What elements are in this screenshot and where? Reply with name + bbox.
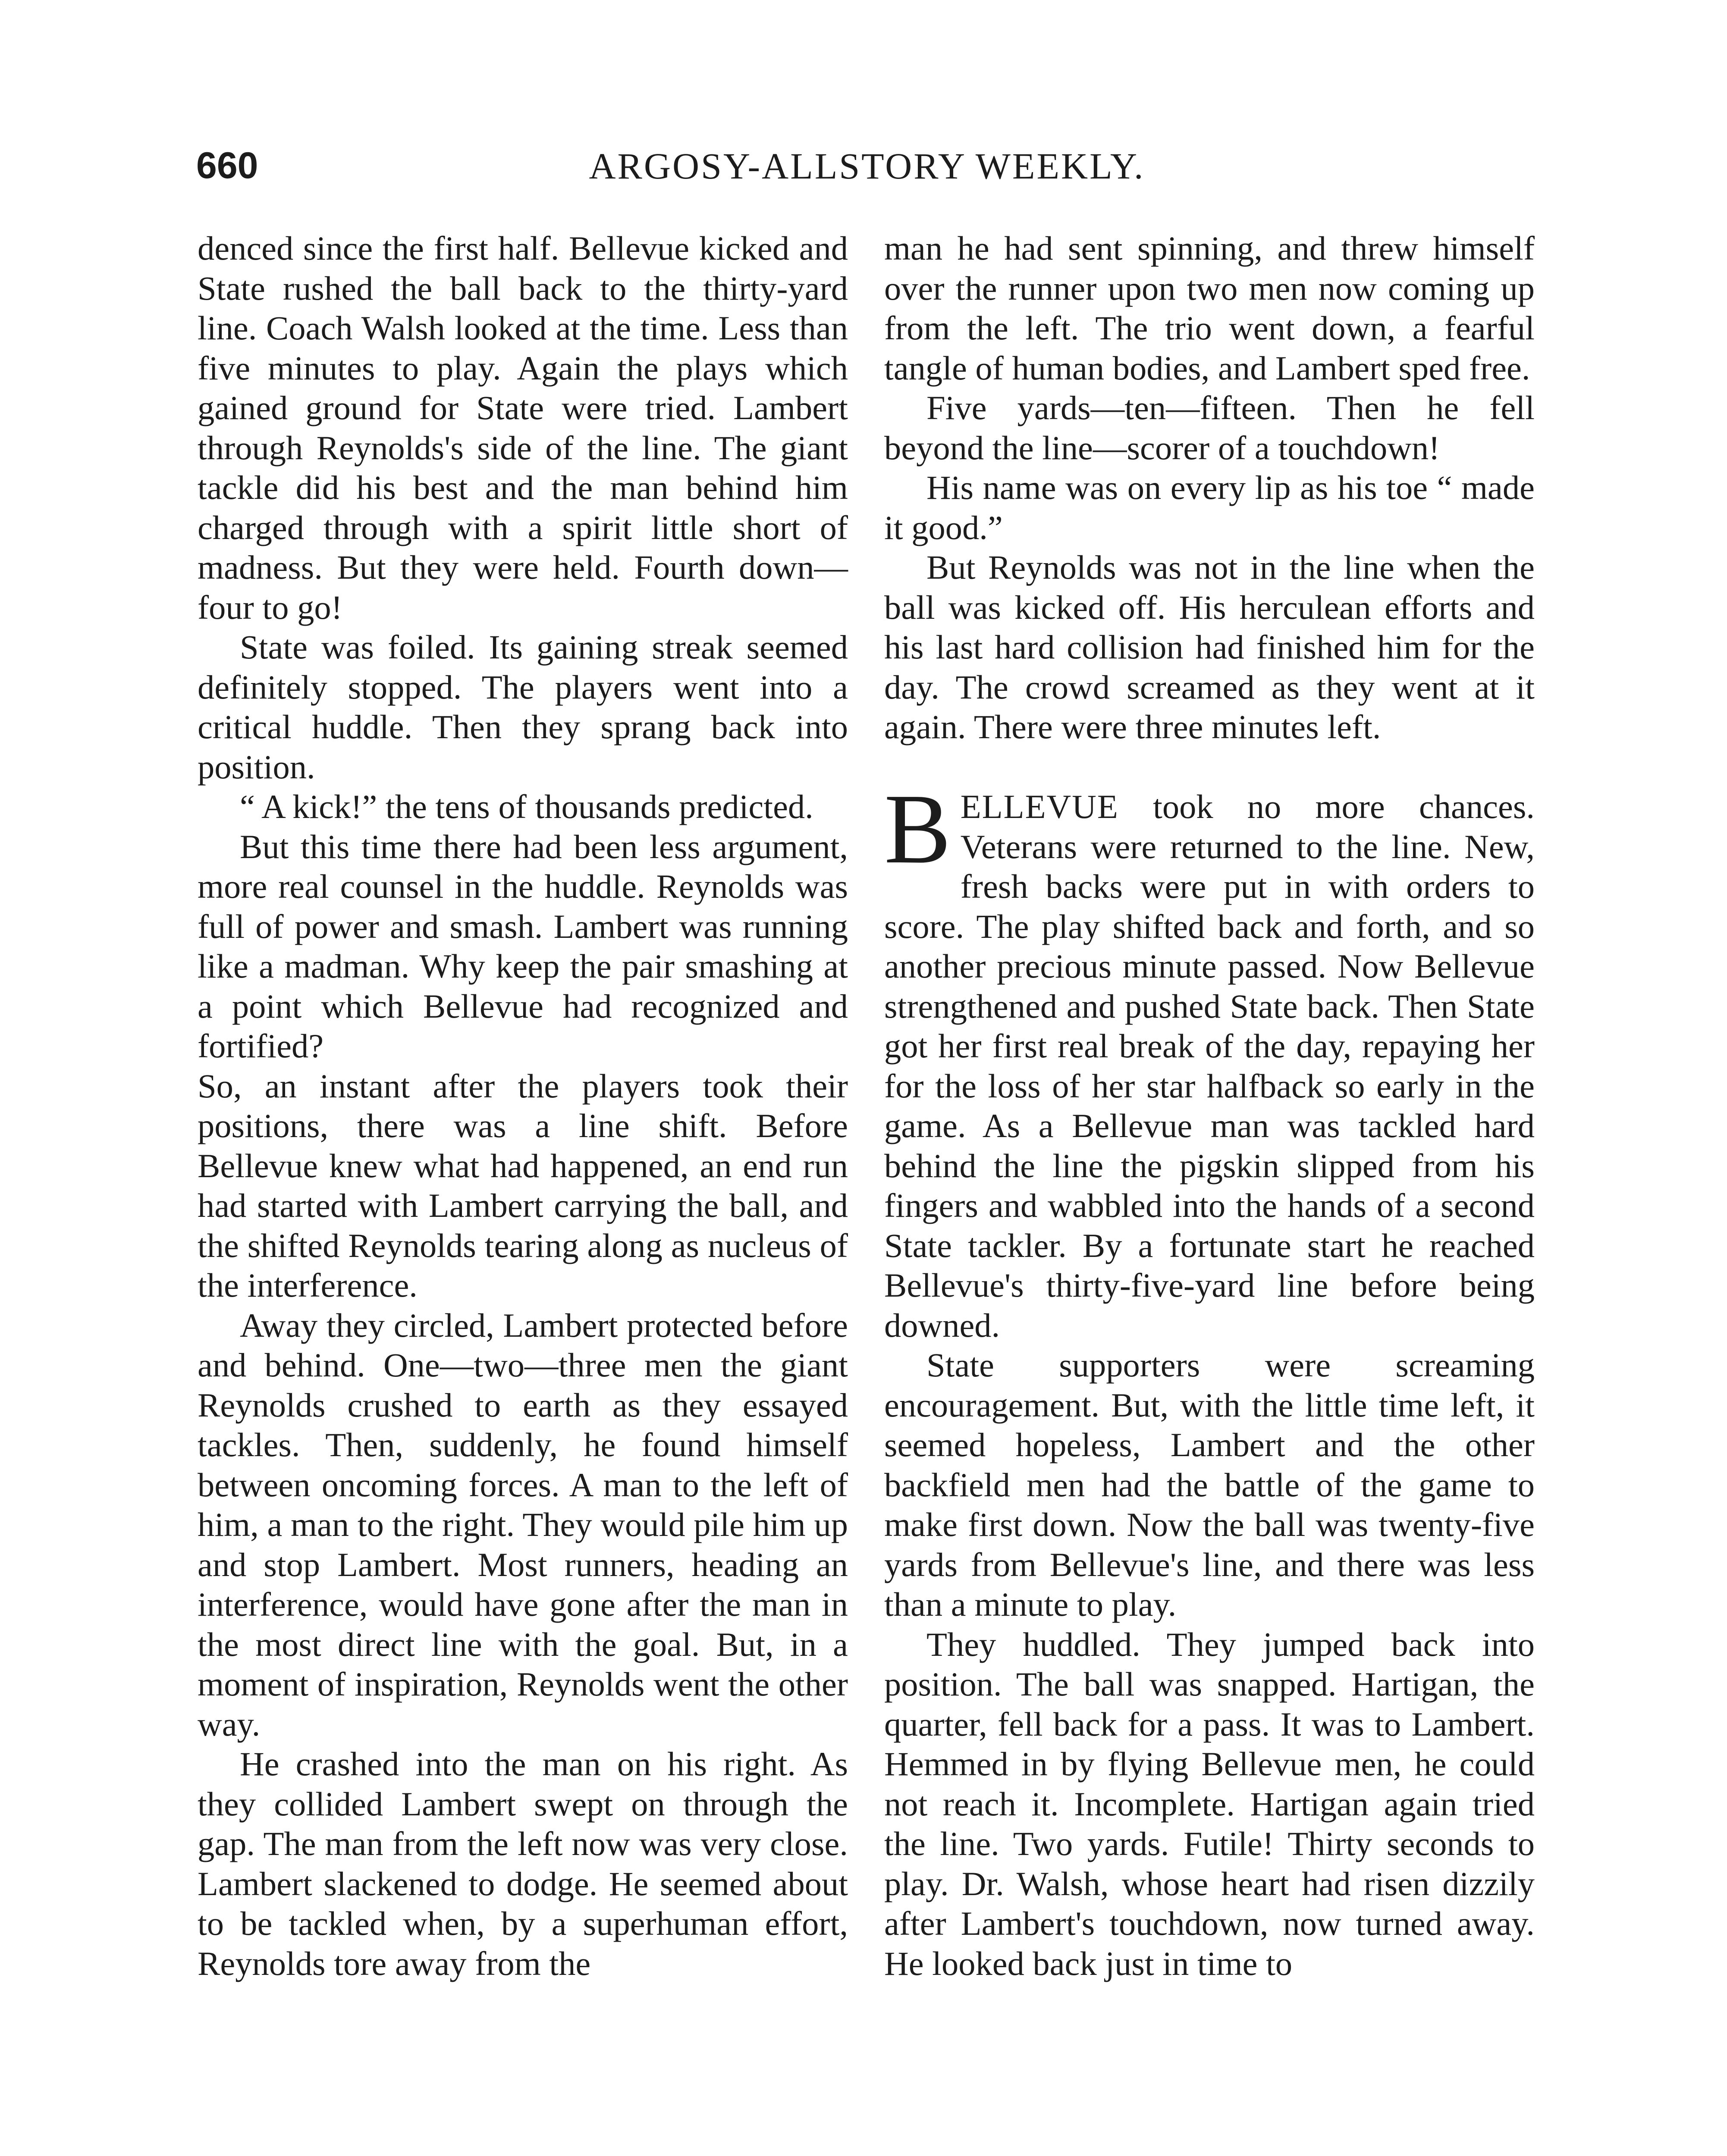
paragraph: But this time there had been less argument, more real counsel in the huddle. Reynolds was full of power and smash. Lambert was running like a madman. Why keep the pair smashing at a point which Bellevue had recognized and fortified? [198,827,848,1065]
page-header [196,144,1538,205]
page-number: 660 [196,145,258,186]
dropcap-smallcaps: ELLEVUE [960,788,1119,825]
paragraph: “ A kick!” the tens of thousands predicted. [240,788,813,825]
paragraph: State was foiled. Its gaining streak seemed definitely stopped. The players went into a critical huddle. Then they sprang back into position. [198,628,848,786]
paragraph: They huddled. They jumped back into position. The ball was snapped. Hartigan, the quarter, fell back for a pass. It was to Lambert. Hemmed in by flying Bellevue men, he could not reach it. Incomplete. Hartigan again tried the line. Two yards. Futile! Thirty seconds to play. Dr. Walsh, whose heart had risen dizzily after Lambert's touchdown, now turned away. He looked back just in time to [884,1625,1535,1982]
dropcap-rest: took no more chances. Veterans were returned to the line. New, fresh backs were put in with orders to score. The play shifted back and forth, and so another precious minute passed. Now Bellevue strengthened and pushed State back. Then State got her first real break of the day, repaying her for the loss of her star halfback so early in the game. As a Bellevue man was tackled hard behind the line the pigskin slipped from his fingers and wabbled into the hands of a second State tackler. By a fortunate start he reached Bellevue's thirty-five-yard line before being downed. [884,788,1535,1344]
paragraph: So, an instant after the players took their positions, there was a line shift. Before Bellevue knew what had happened, an end run had started with Lambert carrying the ball, and the shifted Reynolds tearing along as nucleus of the interference. [198,1067,848,1304]
paragraph: He crashed into the man on his right. As they collided Lambert swept on through the gap. The man from the left now was very close. Lambert slackened to dodge. He seemed about to be tackled when, by a superhuman effort, Reynolds tore away from the [198,1745,848,1982]
paragraph: Five yards—ten—fifteen. Then he fell beyond the line—scorer of a touchdown! [884,389,1535,467]
section-break [884,747,1535,787]
drop-cap: B [884,774,951,884]
paragraph: His name was on every lip as his toe “ made it good.” [884,469,1535,546]
paragraph: man he had sent spinning, and threw himself over the runner upon two men now coming up from the left. The trio went down, a fearful tangle of human bodies, and Lambert sped free. [884,229,1535,387]
paragraph: denced since the first half. Bellevue kicked and State rushed the ball back to the thirty-yard line. Coach Walsh looked at the time. Less than five minutes to play. Again the plays which gained ground for State were tried. Lambert through Reynolds's side of the line. The giant tackle did his best and the man behind him charged through with a spirit little short of madness. But they were held. Fourth down—four to go! [198,229,848,626]
paragraph: But Reynolds was not in the line when the ball was kicked off. His herculean efforts and his last hard collision had finished him for the day. The crowd screamed as they went at it again. There were three minutes left. [884,548,1535,746]
paragraph: Away they circled, Lambert protected before and behind. One—two—three men the giant Reynolds crushed to earth as they essayed tackles. Then, suddenly, he found himself between oncoming forces. A man to the left of him, a man to the right. They would pile him up and stop Lambert. Most runners, heading an interference, would have gone after the man in the most direct line with the goal. But, in a moment of inspiration, Reynolds went the other way. [198,1306,848,1743]
running-title: ARGOSY-ALLSTORY WEEKLY. [589,145,1145,187]
right-column [884,229,1535,1984]
dropcap-paragraph [884,774,1535,1345]
left-column [198,229,848,1984]
paragraph: State supporters were screaming encouragement. But, with the little time left, it seemed hopeless, Lambert and the other backfield men had the battle of the game to make first down. Now the ball was twenty-five yards from Bellevue's line, and there was less than a minute to play. [884,1346,1535,1623]
